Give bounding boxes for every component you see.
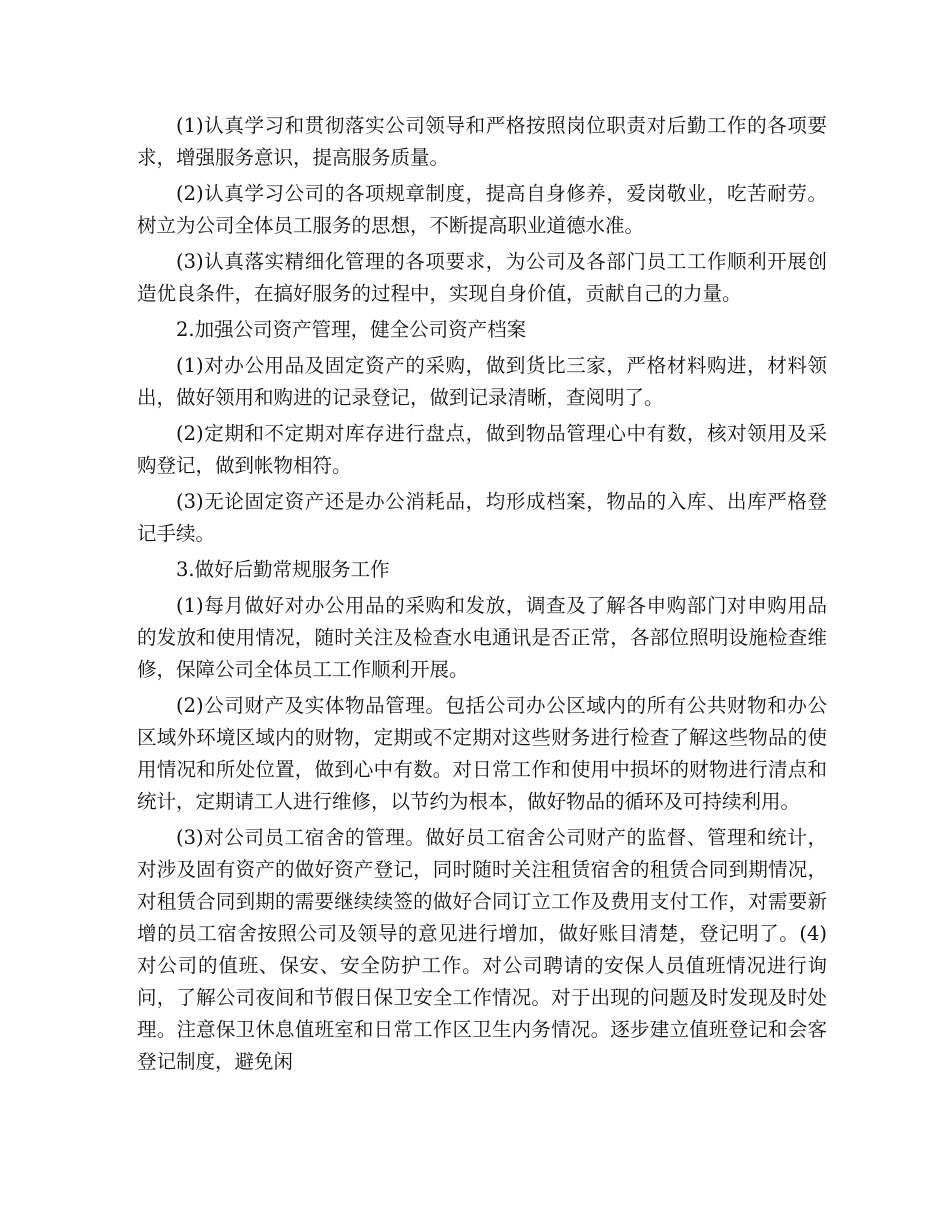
paragraph-2: (2)认真学习公司的各项规章制度，提高自身修养，爱岗敬业，吃苦耐劳。树立为公司全体员工服务的思想，不断提高职业道德水准。 [137,182,827,237]
section-heading-2: 2.加强公司资产管理，健全公司资产档案 [176,318,527,341]
paragraph-9: (3)对公司员工宿舍的管理。做好员工宿舍公司财产的监督、管理和统计，对涉及固有资产的做好资产登记，同时随时关注租赁宿舍的租赁合同到期情况，对租赁合同到期的需要继续续签的做好合同订立工作及费用支付工作，对需要新增的员工宿舍按照公司及领导的意见进行增加，做好账目清楚，登记明了。(4)对公司的值班、保安、安全防护工作。对公司聘请的安保人员值班情况进行询问，了解公司夜间和节假日保卫安全工作情况。对于出现的问题及时发现及时处理。注意保卫休息值班室和日常工作区卫生内务情况。逐步建立值班登记和会客登记制度，避免闲 [137,826,827,1073]
paragraph-8: (2)公司财产及实体物品管理。包括公司办公区域内的所有公共财物和办公区域外环境区域内的财物，定期或不定期对这些财务进行检查了解这些物品的使用情况和所处位置，做到心中有数。对日常工作和使用中损坏的财物进行清点和统计，定期请工人进行维修，以节约为根本，做好物品的循环及可持续利用。 [137,694,827,813]
document-body [137,110,827,1082]
paragraph-5: (2)定期和不定期对库存进行盘点，做到物品管理心中有数，核对领用及采购登记，做到帐物相符。 [137,422,827,477]
paragraph-4: (1)对办公用品及固定资产的采购，做到货比三家，严格材料购进，材料领出，做好领用和购进的记录登记，做到记录清晰，查阅明了。 [137,354,827,409]
paragraph-3: (3)认真落实精细化管理的各项要求，为公司及各部门员工工作顺利开展创造优良条件，在搞好服务的过程中，实现自身价值，贡献自己的力量。 [137,250,827,305]
paragraph-6: (3)无论固定资产还是办公消耗品，均形成档案，物品的入库、出库严格登记手续。 [137,490,827,545]
paragraph-7: (1)每月做好对办公用品的采购和发放，调查及了解各申购部门对申购用品的发放和使用情况，随时关注及检查水电通讯是否正常，各部位照明设施检查维修，保障公司全体员工工作顺利开展。 [137,594,827,681]
paragraph-1: (1)认真学习和贯彻落实公司领导和严格按照岗位职责对后勤工作的各项要求，增强服务意识，提高服务质量。 [137,114,827,169]
section-heading-3: 3.做好后勤常规服务工作 [176,558,390,581]
